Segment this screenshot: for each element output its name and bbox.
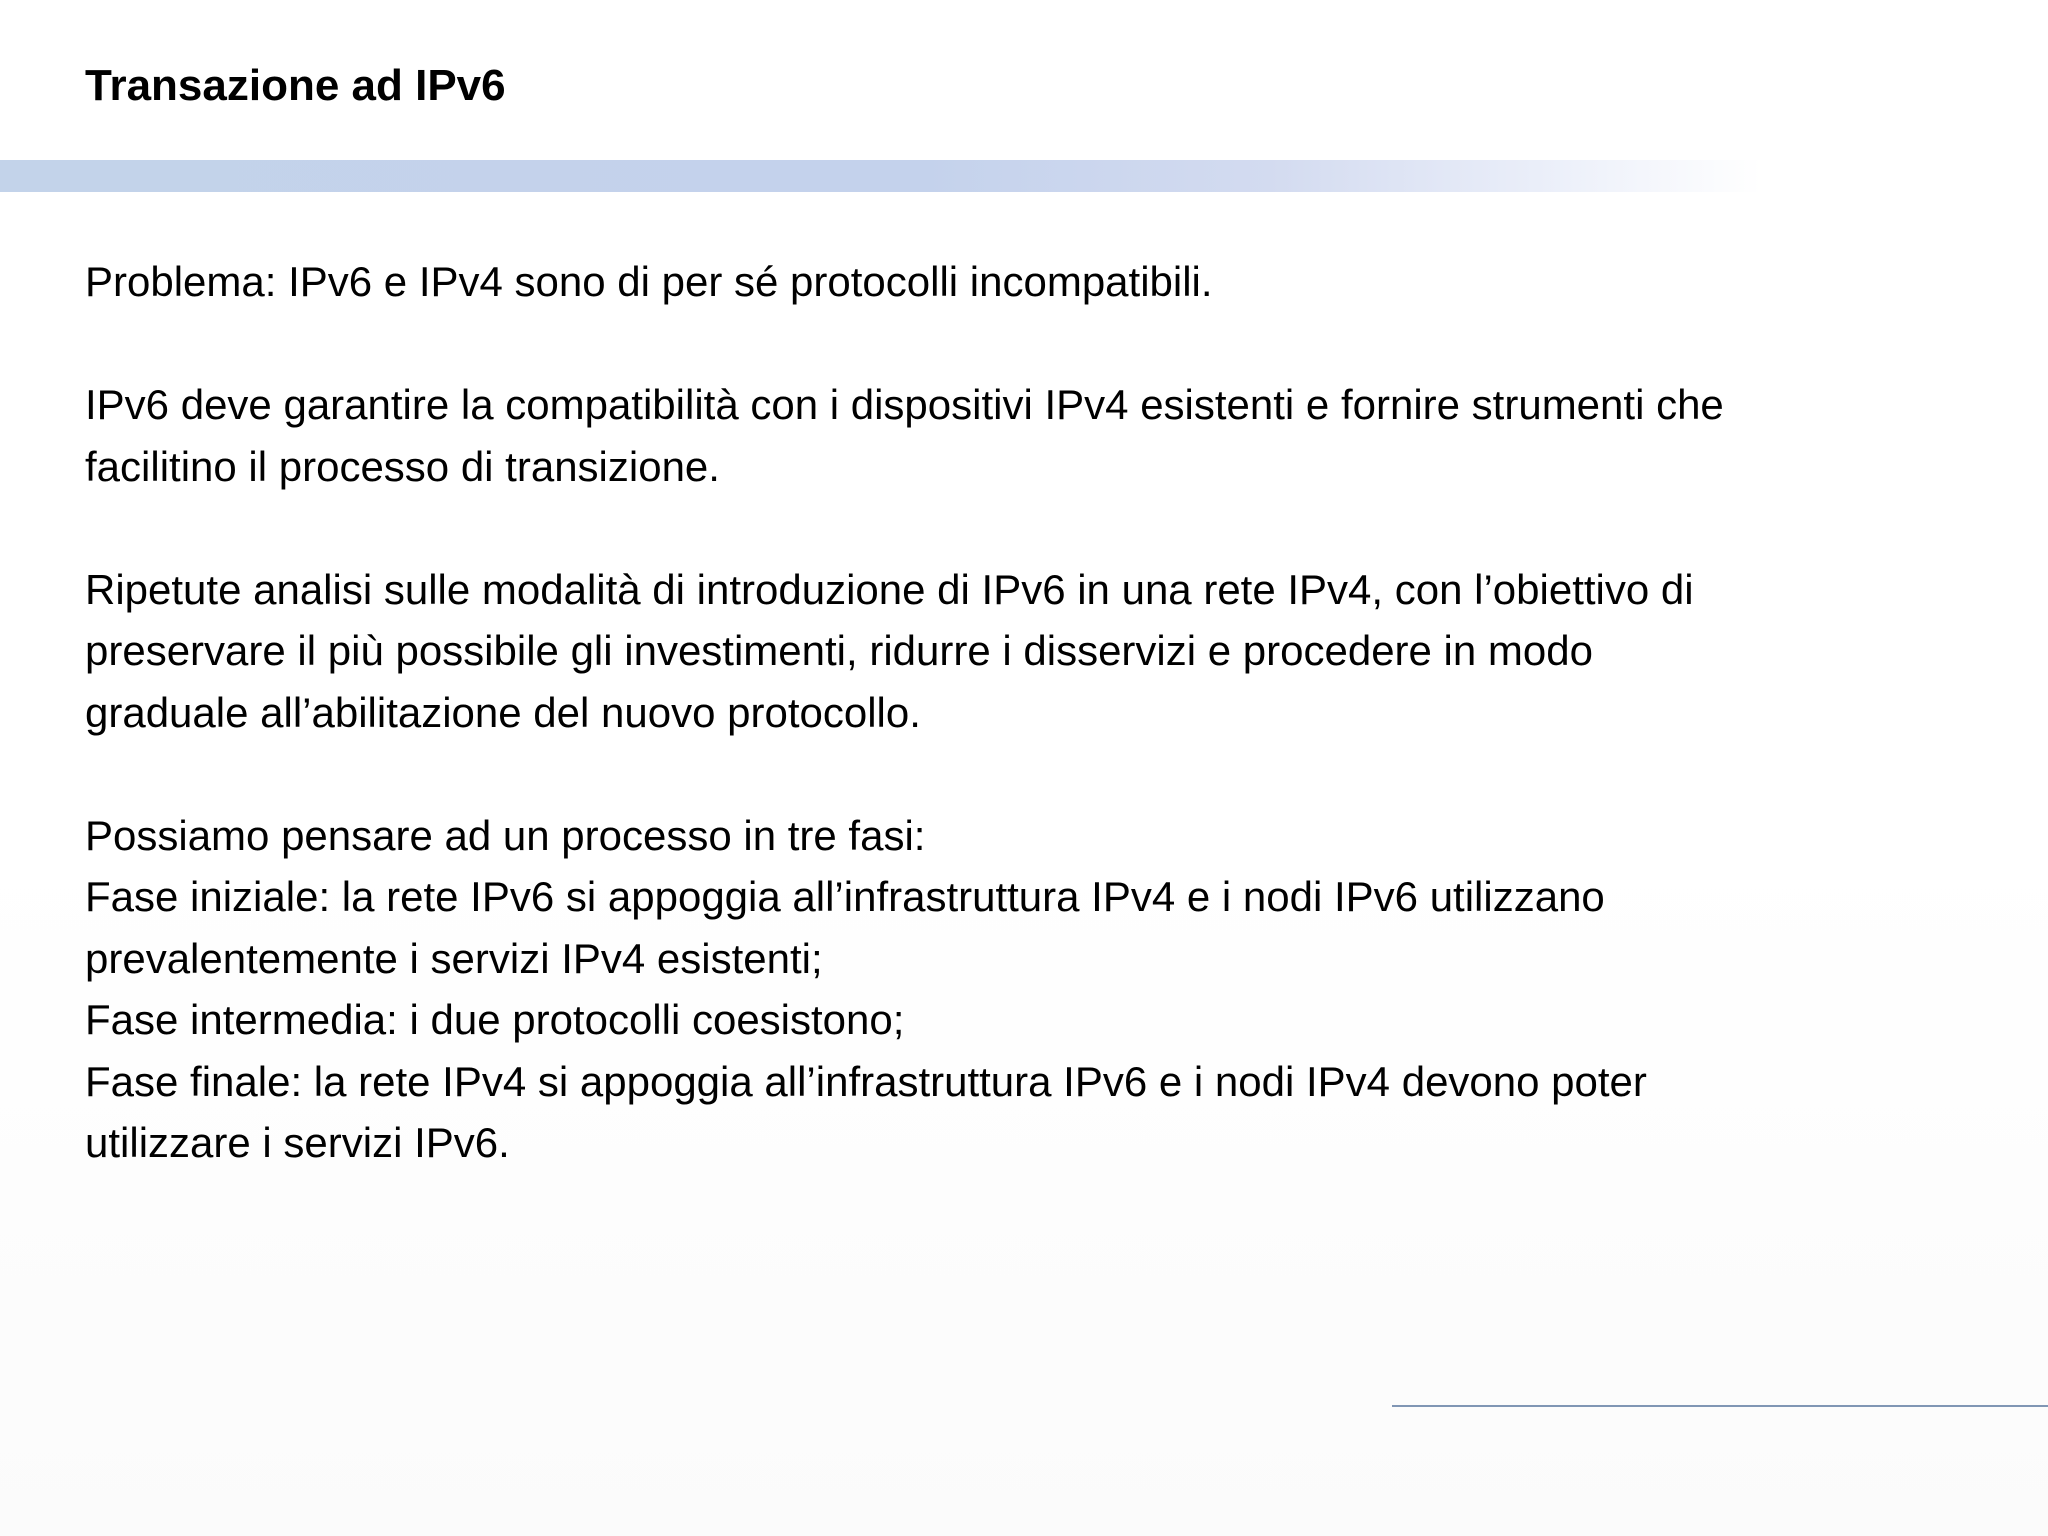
text-line: IPv6 deve garantire la compatibilità con i dispositivi IPv4 esistenti e fornire strumenti che [85, 381, 1724, 428]
footer-divider [1392, 1405, 2048, 1407]
paragraph-compatibility [85, 374, 1985, 497]
slide-body [85, 251, 1985, 1174]
paragraph-problem [85, 251, 1985, 313]
paragraph-phases [85, 805, 1985, 1174]
text-line: Ripetute analisi sulle modalità di introduzione di IPv6 in una rete IPv4, con l’obiettivo di [85, 565, 1694, 613]
slide-title: Transazione ad IPv6 [85, 61, 506, 110]
paragraph-spacer [85, 497, 1985, 559]
text-line: graduale all’abilitazione del nuovo protocollo. [85, 688, 921, 736]
phase-intermediate-line: Fase intermedia: i due protocolli coesistono; [85, 996, 905, 1043]
text-line: Problema: IPv6 e IPv4 sono di per sé protocolli incompatibili. [85, 258, 1213, 305]
phase-initial-line: Fase iniziale: la rete IPv6 si appoggia all’infrastruttura IPv4 e i nodi IPv6 utilizzano [85, 873, 1605, 920]
paragraph-spacer [85, 743, 1985, 805]
text-line: facilitino il processo di transizione. [85, 442, 720, 490]
phase-final-line: Fase finale: la rete IPv4 si appoggia all’infrastruttura IPv6 e i nodi IPv4 devono poter [85, 1057, 1647, 1105]
text-line: preservare il più possibile gli investimenti, ridurre i disservizi e procedere in modo [85, 627, 1593, 674]
phase-initial-line: prevalentemente i servizi IPv4 esistenti; [85, 934, 823, 982]
title-accent-band [0, 160, 2048, 192]
paragraph-spacer [85, 313, 1985, 375]
paragraph-analysis [85, 559, 1985, 744]
text-line: Possiamo pensare ad un processo in tre fasi: [85, 811, 926, 859]
phase-final-line: utilizzare i servizi IPv6. [85, 1119, 510, 1166]
